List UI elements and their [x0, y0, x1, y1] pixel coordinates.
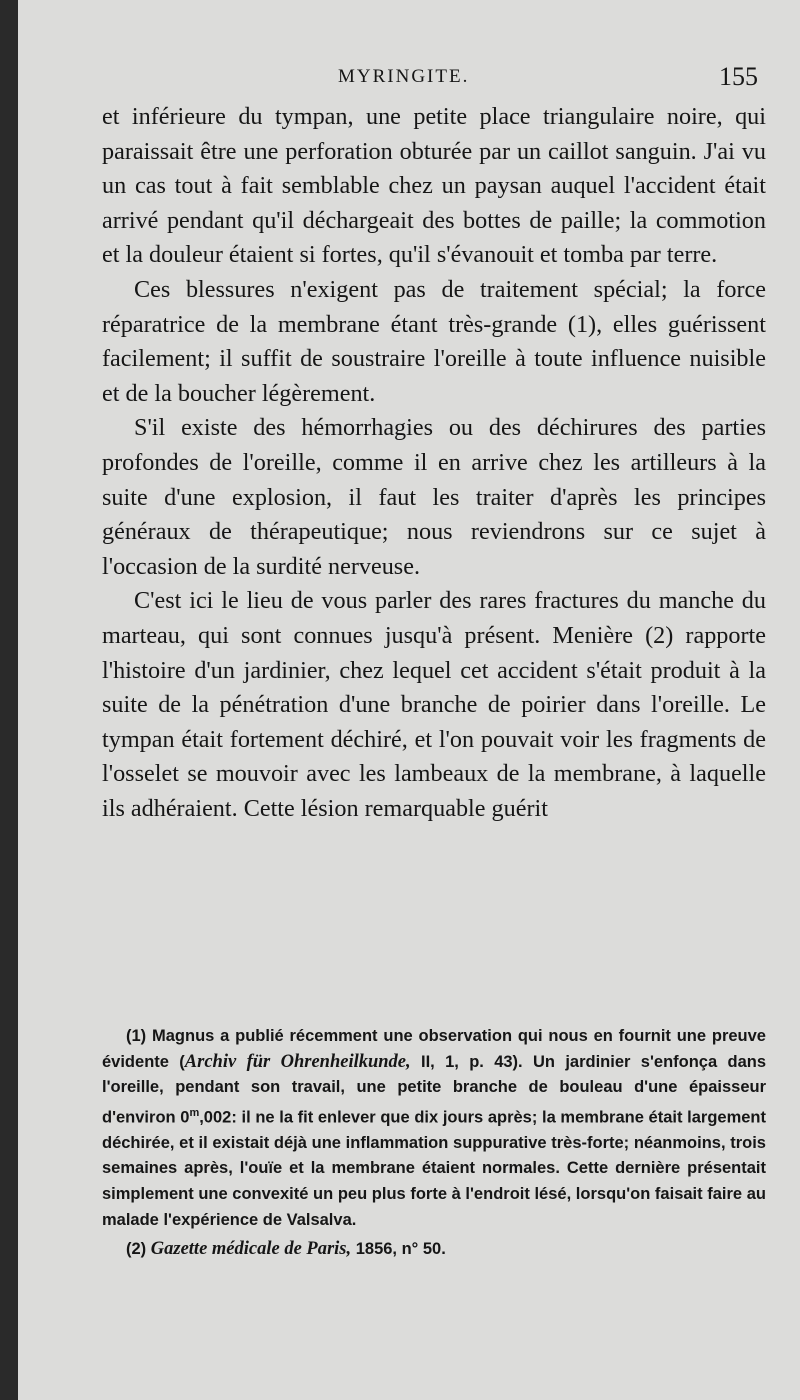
book-page [18, 0, 800, 1400]
footnote-1-text-part1: Un jardinier s'enfonça dans l'oreille, pendant son travail, une petite branche de bouleau d'une épaisseur d'environ 0 [102, 1052, 767, 1127]
running-head [18, 62, 800, 90]
footnotes [102, 1024, 766, 1263]
footnote-2-marker: (2) [126, 1240, 147, 1259]
paragraph-4: C'est ici le lieu de vous parler des rares fractures du manche du marteau, qui sont connues jusqu'à présent. Menière (2) rapporte l'histoire d'un jardinier, chez lequel cet accident s'était produit à la suite de la pénétration d'une branche de poirier dans l'oreille. Le tympan était fortement déchiré, et l'on pouvait voir les fragments de l'osselet se mouvoir avec les lambeaux de la membrane, à laquelle ils adhéraient. Cette lésion remarquable guérit [102, 587, 766, 822]
footnote-1-unit: m [189, 1106, 200, 1119]
paragraph-1: et inférieure du tympan, une petite place triangulaire noire, qui paraissait être une perforation obturée par un caillot sanguin. J'ai vu un cas tout à fait semblable chez un paysan auquel l'accident était arrivé pendant qu'il déchargeait des bottes de paille; la commotion et la douleur étaient si fortes, qu'il s'évanouit et tomba par terre. [102, 103, 766, 269]
footnote-1-source: Archiv für Ohrenheilkunde, [184, 1051, 411, 1072]
main-text [102, 100, 766, 826]
footnote-2 [102, 1237, 766, 1263]
footnote-1 [102, 1024, 766, 1233]
footnote-2-source: Gazette médicale de Paris, [150, 1239, 352, 1260]
chapter-title: MYRINGITE. [338, 66, 470, 87]
page-number: 155 [719, 62, 758, 91]
footnote-1-source-ref: II, 1, p. 43). [410, 1052, 523, 1071]
paragraph-3: S'il existe des hémorrhagies ou des déchirures des parties profondes de l'oreille, comme il en arrive chez les artilleurs à la suite d'une explosion, il faut les traiter d'après les principes généraux de thérapeutique; nous reviendrons sur ce sujet à l'occasion de la surdité nerveuse. [102, 414, 766, 580]
footnote-1-text-before: Magnus a publié récemment une observation qui nous en fournit une preuve évidente ( [102, 1027, 766, 1071]
paragraph-2: Ces blessures n'exigent pas de traitement spécial; la force réparatrice de la membrane étant très-grande (1), elles guérissent facilement; il suffit de soustraire l'oreille à toute influence nuisible et de la boucher légèrement. [102, 275, 766, 407]
footnote-1-text-part2: ,002: il ne la fit enlever que dix jours après; la membrane était largement déchirée, et il existait déjà une inflammation suppurative très-forte; néanmoins, trois semaines après, l'ouïe et la membrane étaient normales. Cette dernière présentait simplement une convexité un peu plus forte à l'endroit lésé, lorsqu'on faisait faire au malade l'expérience de Valsalva. [102, 1108, 766, 1229]
footnote-1-marker: (1) [126, 1027, 147, 1045]
footnote-2-ref: 1856, n° 50. [351, 1240, 446, 1259]
